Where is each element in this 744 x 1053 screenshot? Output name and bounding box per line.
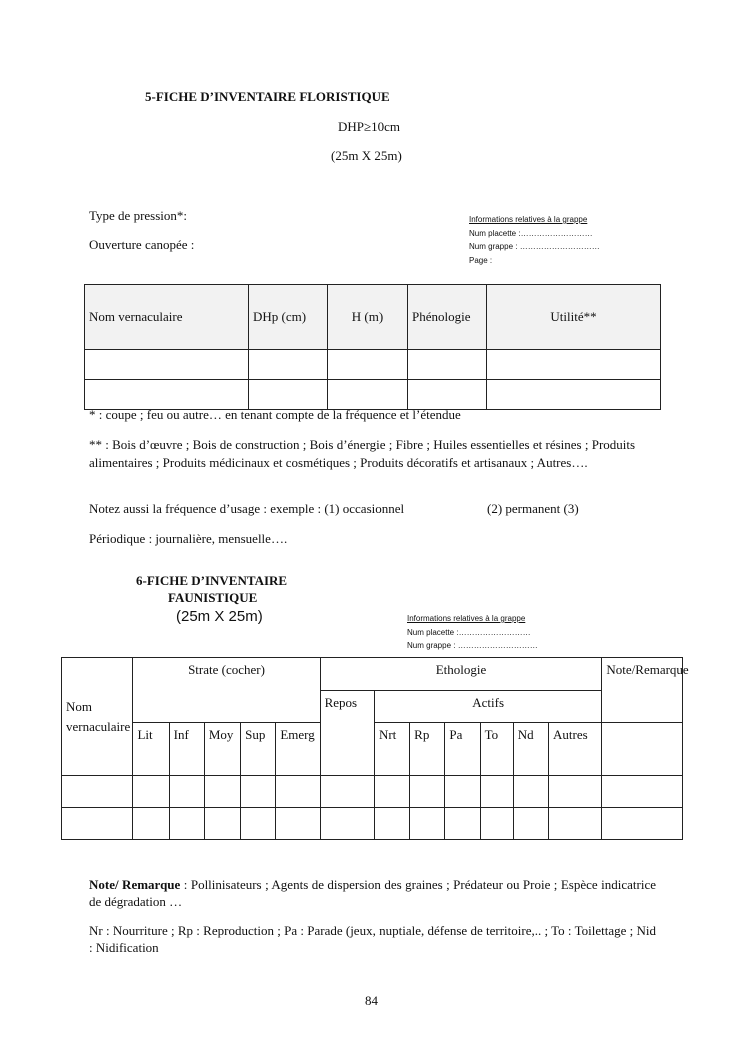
table-cell[interactable] bbox=[374, 776, 409, 808]
table-cell[interactable] bbox=[204, 808, 240, 840]
col-strate-moy: Moy bbox=[204, 723, 240, 776]
table-cell[interactable] bbox=[408, 350, 487, 380]
col-actif-autres: Autres bbox=[549, 723, 602, 776]
col-ethologie: Ethologie bbox=[320, 658, 602, 691]
table-cell[interactable] bbox=[480, 776, 513, 808]
fauna-inventory-table bbox=[61, 657, 689, 840]
page-field: Page : bbox=[469, 255, 493, 265]
table-cell[interactable] bbox=[241, 776, 276, 808]
section5-dhp: DHP≥10cm bbox=[338, 119, 401, 134]
table-cell[interactable] bbox=[374, 808, 409, 840]
table-cell[interactable] bbox=[320, 776, 374, 808]
section5-plot-size: (25m X 25m) bbox=[331, 148, 402, 163]
table-header-row bbox=[85, 285, 661, 350]
num-grappe-field: Num grappe : ………………………… bbox=[469, 242, 600, 251]
page-number: 84 bbox=[365, 993, 378, 1008]
table-cell[interactable] bbox=[408, 380, 487, 410]
col-actif-nd: Nd bbox=[513, 723, 548, 776]
ethologie-legend: Nr : Nourriture ; Rp : Reproduction ; Pa : Parade (jeux, nuptiale, défense de territoire,.. ; To : Toilettage ; Nid : Nidification bbox=[89, 923, 656, 955]
col-hauteur: H (m) bbox=[328, 285, 408, 350]
grappe-info-heading: Informations relatives à la grappe bbox=[407, 614, 526, 623]
grappe-info-box-2 bbox=[407, 612, 538, 653]
table-cell[interactable] bbox=[410, 808, 445, 840]
note-frequence-permanent: (2) permanent (3) bbox=[487, 501, 579, 516]
col-actif-rp: Rp bbox=[410, 723, 445, 776]
ouverture-canopee-label: Ouverture canopée : bbox=[89, 237, 195, 252]
table-cell[interactable] bbox=[85, 380, 249, 410]
table-cell[interactable] bbox=[445, 808, 480, 840]
table-cell[interactable] bbox=[169, 776, 204, 808]
table-cell[interactable] bbox=[204, 776, 240, 808]
table-row bbox=[62, 776, 683, 808]
table-cell[interactable] bbox=[445, 776, 480, 808]
col-note-remarque: Note/Remarque bbox=[602, 658, 683, 723]
col-strate: Strate (cocher) bbox=[133, 658, 320, 723]
table-cell[interactable] bbox=[276, 776, 320, 808]
table-cell[interactable] bbox=[480, 808, 513, 840]
table-row bbox=[85, 350, 661, 380]
col-actif-pa: Pa bbox=[445, 723, 480, 776]
section6-title-line1: 6-FICHE D’INVENTAIRE bbox=[136, 573, 288, 588]
table-cell[interactable] bbox=[549, 776, 602, 808]
col-strate-inf: Inf bbox=[169, 723, 204, 776]
col-repos: Repos bbox=[320, 691, 374, 776]
grappe-info-box-1 bbox=[469, 213, 600, 267]
note-remarque-label: Note/ Remarque bbox=[89, 877, 181, 892]
num-grappe-field: Num grappe : ………………………… bbox=[407, 641, 538, 650]
table-cell[interactable] bbox=[133, 808, 169, 840]
section6-plot-size: (25m X 25m) bbox=[176, 608, 263, 625]
col-strate-lit: Lit bbox=[133, 723, 169, 776]
section6-title-line2: FAUNISTIQUE bbox=[168, 590, 258, 605]
col-nom-vernaculaire: Nom vernaculaire bbox=[85, 285, 249, 350]
table-cell[interactable] bbox=[85, 350, 249, 380]
table-cell[interactable] bbox=[328, 380, 408, 410]
note-utilite: ** : Bois d’œuvre ; Bois de construction ; Bois d’énergie ; Fibre ; Huiles essentielles et résines ; Produits alimentaires ; Produits médicinaux et cosmétiques ; Produits décoratifs et artisanaux ; Autres…. bbox=[89, 437, 636, 470]
table-cell[interactable] bbox=[249, 380, 328, 410]
table-cell[interactable] bbox=[487, 350, 661, 380]
note-periodique: Périodique : journalière, mensuelle…. bbox=[89, 531, 288, 546]
table-cell[interactable] bbox=[513, 808, 548, 840]
type-pression-label: Type de pression*: bbox=[89, 208, 188, 223]
table-cell[interactable] bbox=[169, 808, 204, 840]
table-row bbox=[85, 380, 661, 410]
table-cell[interactable] bbox=[241, 808, 276, 840]
col-dhp: DHp (cm) bbox=[249, 285, 328, 350]
note-pression: * : coupe ; feu ou autre… en tenant compte de la fréquence et l’étendue bbox=[89, 407, 461, 422]
col-actif-nrt: Nrt bbox=[374, 723, 409, 776]
table-cell[interactable] bbox=[320, 808, 374, 840]
table-cell[interactable] bbox=[62, 776, 133, 808]
col-strate-sup: Sup bbox=[241, 723, 276, 776]
grappe-info-heading: Informations relatives à la grappe bbox=[469, 215, 588, 224]
note-remarque-text: : Pollinisateurs ; Agents de dispersion des graines ; Prédateur ou Proie ; Espèce indicatrice de dégradation … bbox=[89, 877, 656, 909]
col-phenologie: Phénologie bbox=[408, 285, 487, 350]
table-cell[interactable] bbox=[133, 776, 169, 808]
num-placette-field: Num placette :……………………… bbox=[407, 627, 531, 637]
table-cell[interactable] bbox=[62, 808, 133, 840]
table-cell[interactable] bbox=[249, 350, 328, 380]
table-cell[interactable] bbox=[487, 380, 661, 410]
col-strate-emerg: Emerg bbox=[276, 723, 320, 776]
col-nom-vernaculaire: Nom vernaculaire bbox=[62, 658, 133, 776]
table-cell[interactable] bbox=[602, 723, 683, 776]
section5-title: 5-FICHE D’INVENTAIRE FLORISTIQUE bbox=[145, 89, 390, 104]
note-frequence: Notez aussi la fréquence d’usage : exemple : (1) occasionnel bbox=[89, 501, 405, 516]
table-header-row bbox=[62, 658, 683, 691]
num-placette-field: Num placette :……………………… bbox=[469, 228, 593, 238]
col-utilite: Utilité** bbox=[487, 285, 661, 350]
table-row bbox=[62, 808, 683, 840]
table-cell[interactable] bbox=[328, 350, 408, 380]
note-remarque-paragraph bbox=[89, 876, 656, 910]
col-actifs: Actifs bbox=[374, 691, 601, 723]
table-cell[interactable] bbox=[513, 776, 548, 808]
flora-inventory-table bbox=[84, 284, 661, 410]
table-cell[interactable] bbox=[276, 808, 320, 840]
col-actif-to: To bbox=[480, 723, 513, 776]
table-cell[interactable] bbox=[549, 808, 602, 840]
table-cell[interactable] bbox=[410, 776, 445, 808]
table-cell[interactable] bbox=[602, 776, 683, 808]
table-cell[interactable] bbox=[602, 808, 683, 840]
